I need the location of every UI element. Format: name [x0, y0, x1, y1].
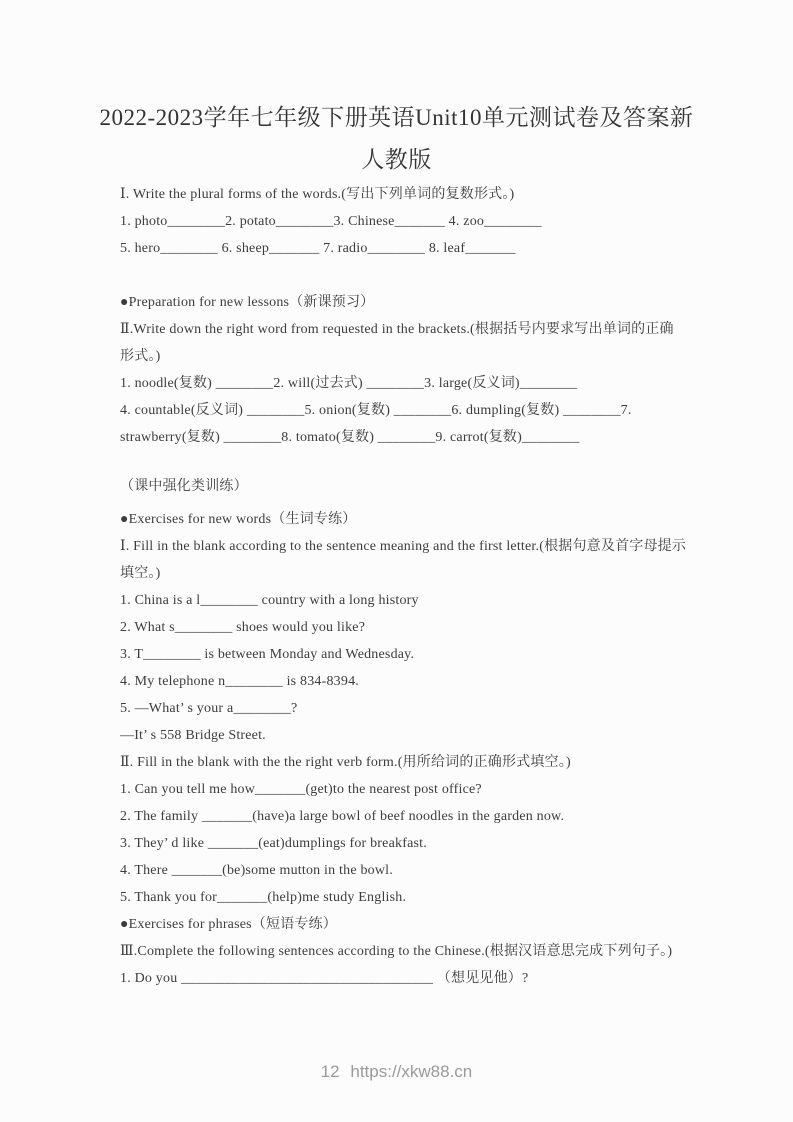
instruction-complete-chinese: Ⅲ.Complete the following sentences according to the Chinese.(根据汉语意思完成下列句子。) [120, 944, 673, 959]
question-complete-1: 1. Do you ___________________________________ （想见见他）? [120, 971, 529, 986]
question-row-plural-1-4: 1. photo________2. potato________3. Chinese_______ 4. zoo________ [120, 214, 542, 229]
question-first-letter-1: 1. China is a l________ country with a long history [120, 593, 419, 608]
instruction-plural-forms: Ⅰ. Write the plural forms of the words.(写出下列单词的复数形式。) [120, 187, 515, 202]
question-verb-form-5: 5. Thank you for_______(help)me study English. [120, 890, 407, 905]
question-first-letter-5: 5. —What’ s your a________? [120, 701, 298, 716]
page-footer [0, 1062, 793, 1082]
instruction-verb-form: Ⅱ. Fill in the blank with the the right verb form.(用所给词的正确形式填空。) [120, 755, 571, 770]
bullet-heading-preparation: ●Preparation for new lessons（新课预习） [120, 295, 375, 310]
question-row-word-forms-4-7: 4. countable(反义词) ________5. onion(复数) ________6. dumpling(复数) ________7. [120, 403, 632, 418]
source-url: https://xkw88.cn [350, 1062, 473, 1081]
question-row-plural-5-8: 5. hero________ 6. sheep_______ 7. radio________ 8. leaf_______ [120, 241, 516, 256]
bullet-heading-new-words: ●Exercises for new words（生词专练） [120, 512, 357, 527]
instruction-first-letter: Ⅰ. Fill in the blank according to the sentence meaning and the first letter.(根据句意及首字母提示填空。) [120, 539, 687, 581]
question-row-word-forms-7-9: strawberry(复数) ________8. tomato(复数) ________9. carrot(复数)________ [120, 430, 580, 445]
question-row-word-forms-1-3: 1. noodle(复数) ________2. will(过去式) ________3. large(反义词)________ [120, 376, 578, 391]
question-first-letter-5-answer: —It’ s 558 Bridge Street. [120, 728, 266, 743]
page-number: 12 [320, 1062, 340, 1081]
question-first-letter-4: 4. My telephone n________ is 834-8394. [120, 674, 359, 689]
title-line-2: 人教版 [361, 147, 432, 172]
document-title [0, 0, 793, 181]
question-first-letter-3: 3. T________ is between Monday and Wednesday. [120, 647, 415, 662]
subsection-label-in-class: （课中强化类训练） [120, 479, 248, 494]
exam-body [0, 181, 793, 992]
title-line-1: 2022-2023学年七年级下册英语Unit10单元测试卷及答案新 [99, 105, 694, 130]
question-verb-form-3: 3. They’ d like _______(eat)dumplings for breakfast. [120, 836, 427, 851]
question-verb-form-2: 2. The family _______(have)a large bowl of beef noodles in the garden now. [120, 809, 565, 824]
bullet-heading-phrases: ●Exercises for phrases（短语专练） [120, 917, 338, 932]
question-verb-form-1: 1. Can you tell me how_______(get)to the nearest post office? [120, 782, 482, 797]
question-first-letter-2: 2. What s________ shoes would you like? [120, 620, 366, 635]
question-verb-form-4: 4. There _______(be)some mutton in the bowl. [120, 863, 393, 878]
instruction-right-word: Ⅱ.Write down the right word from requested in the brackets.(根据括号内要求写出单词的正确形式。) [120, 322, 674, 364]
